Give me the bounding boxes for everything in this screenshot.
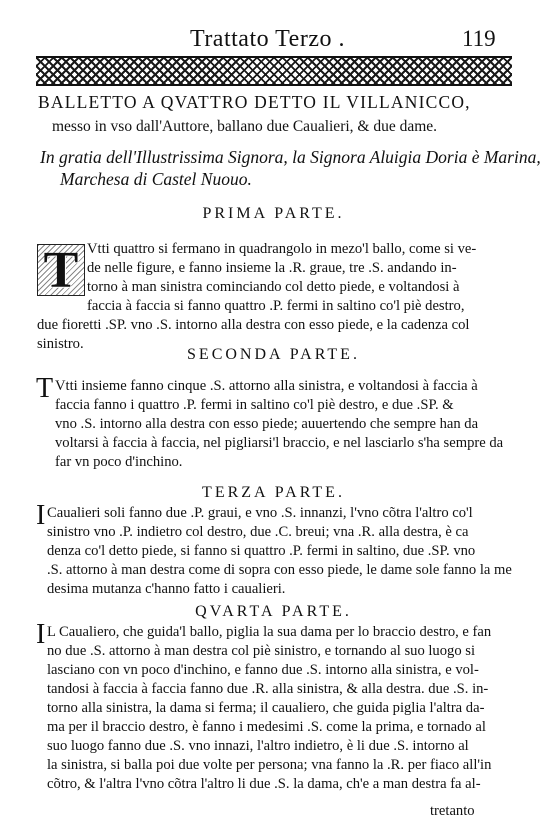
section-title: BALLETTO A QVATTRO DETTO IL VILLANICCO, — [38, 92, 471, 112]
text-line: voltarsi à faccia à faccia, nel pigliarsi'l braccio, e nel lasciarlo s'ha sempre da — [55, 435, 504, 451]
text-line: faccia à faccia si fanno quattro .P. fermi in saltino co'l piè destro, — [87, 298, 465, 314]
initial-letter: I — [36, 619, 46, 650]
text-line: desima mutanza c'hanno fatto i caualieri. — [47, 581, 286, 597]
paragraph-prima — [37, 240, 515, 354]
part-title-quarta: QVARTA PARTE. — [195, 603, 352, 620]
paragraph-terza — [36, 500, 515, 599]
catchword: tretanto — [430, 803, 475, 819]
dedication-line: Marchesa di Castel Nuouo. — [60, 169, 252, 189]
text-line: .S. attorno à man destra come di sopra con esso piede, le dame sole fanno la me — [47, 562, 512, 578]
text-line: far vn poco d'inchino. — [55, 454, 183, 470]
page-number: 119 — [462, 26, 496, 51]
text-line: due fioretti .SP. vno .S. intorno alla destra con esso piede, e la cadenza col — [37, 317, 470, 333]
text-line: sinistro vno .P. indietro col destro, due .C. breui; vna .R. alla destra, è ca — [47, 524, 469, 540]
text-line: lasciano con vn poco d'inchino, e fanno due .S. intorno alla sinistra, e vol- — [47, 662, 479, 678]
text-line: denza co'l detto piede, si fanno si quattro .P. fermi in saltino, due .SP. vno — [47, 543, 476, 559]
dedication-line: In gratia dell'Illustrissima Signora, la Signora Aluigia Doria è Marina, — [40, 147, 541, 167]
text-line: faccia fanno i quattro .P. fermi in saltino co'l piè destro, e due .SP. & — [55, 397, 454, 413]
text-line: Vtti quattro si fermano in quadrangolo in mezo'l ballo, come si ve- — [87, 241, 477, 257]
text-line: vno .S. intorno alla destra con esso piede; auuertendo che sempre han da — [55, 416, 479, 432]
text-line: Vtti insieme fanno cinque .S. attorno alla sinistra, e voltandosi à faccia à — [55, 378, 478, 394]
initial-letter: I — [36, 500, 46, 531]
part-title-prima: PRIMA PARTE. — [202, 205, 345, 222]
paragraph-quarta — [36, 619, 515, 794]
text-line: de nelle figure, e fanno insieme la .R. graue, tre .S. andando in- — [87, 260, 457, 276]
dedication — [40, 146, 541, 190]
text-line: cõtro, & l'altra l'vno cõtra l'altro li due .S. la dama, ch'e a man destra fa al- — [47, 776, 481, 792]
running-title: Trattato Terzo . — [190, 26, 345, 52]
text-line: no due .S. attorno à man destra col piè sinistro, e tornando al suo luogo si — [47, 643, 476, 659]
text-line: torno à man sinistra cominciando col detto piede, e voltandosi à — [87, 279, 460, 295]
part-title-seconda: SECONDA PARTE. — [187, 346, 360, 363]
text-line: ma per il braccio destro, è fanno i medesimi .S. come la prima, e tornado al — [47, 719, 486, 735]
text-line: la sinistra, si balla poi due volte per persona; vna fanno la .R. per fiaco all'in — [47, 757, 492, 773]
ornamental-border — [36, 56, 512, 86]
decorated-initial: T — [37, 244, 85, 296]
text-line: tandosi à faccia à faccia fanno due .R. alla sinistra, & alla destra. due .S. in- — [47, 681, 489, 697]
section-subtitle: messo in vso dall'Auttore, ballano due Caualieri, & due dame. — [52, 118, 438, 135]
initial-letter: T — [36, 373, 54, 404]
text-line: L Caualiero, che guida'l ballo, piglia la sua dama per lo braccio destro, e fan — [47, 624, 492, 640]
text-line: Caualieri soli fanno due .P. graui, e vno .S. innanzi, l'vno cõtra l'altro co'l — [47, 505, 473, 521]
part-title-terza: TERZA PARTE. — [202, 484, 345, 501]
text-line: sinistro. — [37, 336, 84, 352]
text-line: torno alla sinistra, la dama si ferma; il caualiero, che guida piglia l'altra da- — [47, 700, 485, 716]
running-head — [0, 26, 547, 54]
text-line: suo luogo fanno due .S. vno innazi, l'altro indietro, è li due .S. intorno al — [47, 738, 469, 754]
paragraph-seconda — [36, 373, 515, 472]
